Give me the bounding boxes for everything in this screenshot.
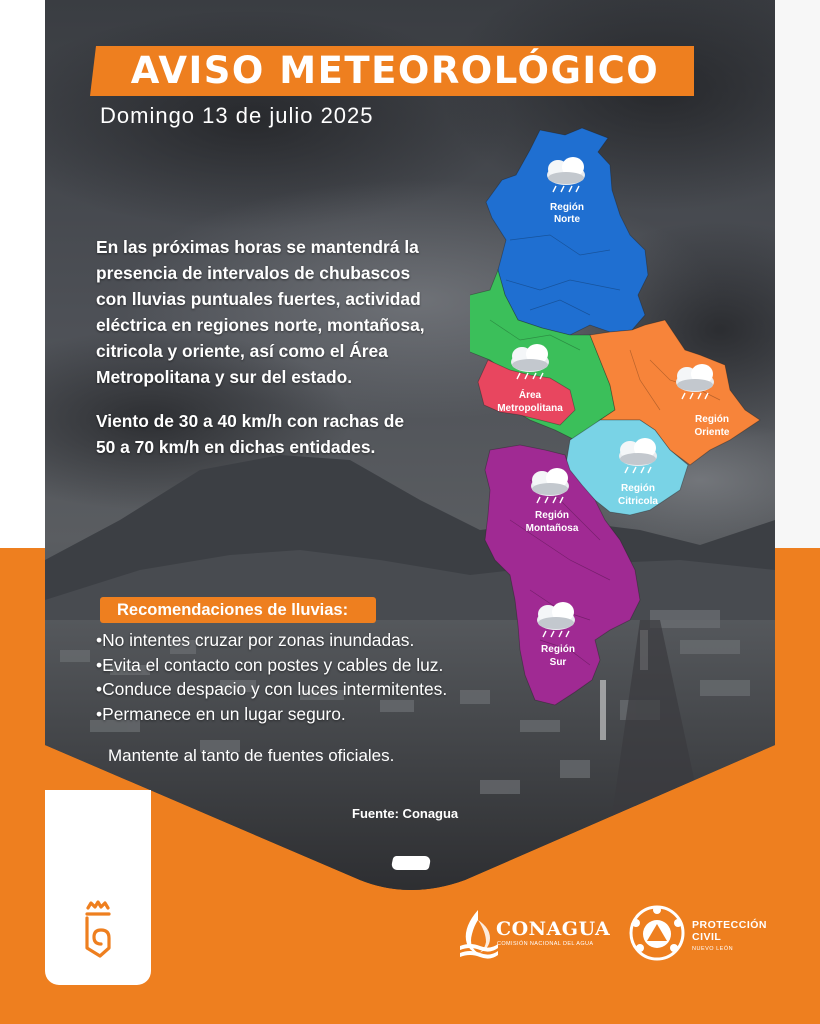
- recommendation-item: •Conduce despacio y con luces intermitentes.: [96, 679, 448, 699]
- recommendation-item: •Evita el contacto con postes y cables de luz.: [96, 654, 444, 675]
- forecast-paragraph: [96, 234, 425, 390]
- recommendation-item: •Permanece en un lugar seguro.: [96, 703, 346, 724]
- recommendations-list: [96, 628, 447, 726]
- region-label-metro-1: Área: [518, 390, 542, 401]
- proteccion-civil-wordmark: [692, 919, 767, 943]
- official-sources-note: Mantente al tanto de fuentes oficiales.: [108, 746, 395, 765]
- nuevo-leon-region-map: [470, 120, 770, 720]
- forecast-line: En las próximas horas se mantendrá la: [96, 237, 419, 257]
- forecast-line: eléctrica en regiones norte, montañosa,: [96, 315, 425, 335]
- wind-paragraph: [96, 408, 404, 460]
- proteccion-civil-line1: PROTECCIÓN: [692, 919, 768, 931]
- recommendations-title: Recomendaciones de lluvias:: [117, 601, 349, 619]
- region-label-citricola-2: Citricola: [617, 496, 659, 507]
- region-label-sur-2: Sur: [549, 657, 567, 668]
- wind-line: Viento de 30 a 40 km/h con rachas de: [96, 411, 405, 431]
- region-label-norte-1: Región: [550, 202, 584, 213]
- wind-line: 50 a 70 km/h en dichas entidades.: [96, 437, 376, 457]
- source-credit: Fuente: Conagua: [352, 806, 459, 821]
- forecast-line: con lluvias puntuales fuertes, actividad: [96, 289, 421, 309]
- region-label-metro-2: Metropolitana: [497, 403, 563, 414]
- nuevo-leon-crown-logo-icon: [78, 900, 118, 960]
- region-label-oriente-1: Región: [695, 414, 729, 425]
- region-label-oriente-2: Oriente: [694, 427, 730, 438]
- proteccion-civil-line2: CIVIL: [692, 931, 722, 943]
- region-label-montanosa-2: Montañosa: [525, 523, 579, 534]
- proteccion-civil-subtitle: NUEVO LEÓN: [692, 946, 734, 952]
- conagua-water-logo-icon: [456, 906, 500, 962]
- page-title: AVISO METEOROLÓGICO: [130, 49, 660, 92]
- forecast-line: citricola y oriente, así como el Área: [96, 341, 388, 361]
- decorative-dash: [391, 856, 432, 870]
- conagua-wordmark: CONAGUA: [496, 918, 611, 940]
- region-label-norte-2: Norte: [553, 214, 581, 225]
- recommendation-item: •No intentes cruzar por zonas inundadas.: [96, 630, 415, 650]
- forecast-line: presencia de intervalos de chubascos: [96, 263, 411, 283]
- forecast-line: Metropolitana y sur del estado.: [96, 367, 353, 387]
- bulletin-date: Domingo 13 de julio 2025: [100, 103, 374, 128]
- region-label-citricola-1: Región: [621, 483, 655, 494]
- region-label-montanosa-1: Región: [535, 510, 569, 521]
- region-label-sur-1: Región: [541, 644, 575, 655]
- conagua-subtitle: COMISIÓN NACIONAL DEL AGUA: [497, 941, 594, 947]
- proteccion-civil-logo-icon: [628, 904, 686, 962]
